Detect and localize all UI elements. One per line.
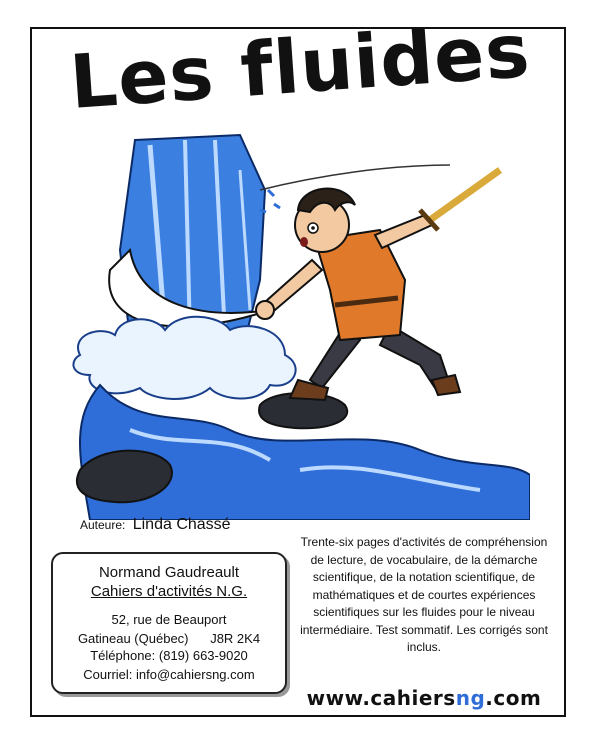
page-title: Les fluides xyxy=(67,8,533,126)
author-name: Linda Chassé xyxy=(132,516,231,533)
website-suffix: .com xyxy=(485,686,542,710)
publisher-email: Courriel: info@cahiersng.com xyxy=(83,667,255,682)
publisher-box xyxy=(51,552,287,694)
publisher-company: Cahiers d'activités N.G. xyxy=(90,583,248,600)
author-line xyxy=(80,516,231,534)
description: Trente-six pages d'activités de compréhension de lecture, de vocabulaire, de la démarche scientifique, de la notation scientifique, de mathématiques et de courtes expériences scientifiques sur les fluides pour le niveau intermédiaire. Test sommatif. Les corrigés sont inclus. xyxy=(300,535,548,654)
website-prefix: www.cahiers xyxy=(306,686,456,710)
website-link[interactable] xyxy=(296,686,552,710)
publisher-city-line xyxy=(53,631,285,646)
publisher-postal: J8R 2K4 xyxy=(210,631,261,646)
publisher-street: 52, rue de Beauport xyxy=(111,612,227,627)
publisher-name: Normand Gaudreault xyxy=(98,564,240,581)
cover-illustration xyxy=(60,130,530,520)
publisher-city: Gatineau (Québec) xyxy=(77,631,189,646)
website-highlight: ng xyxy=(455,686,486,710)
publisher-phone: Téléphone: (819) 663-9020 xyxy=(90,648,248,663)
author-label: Auteure: xyxy=(80,518,126,532)
